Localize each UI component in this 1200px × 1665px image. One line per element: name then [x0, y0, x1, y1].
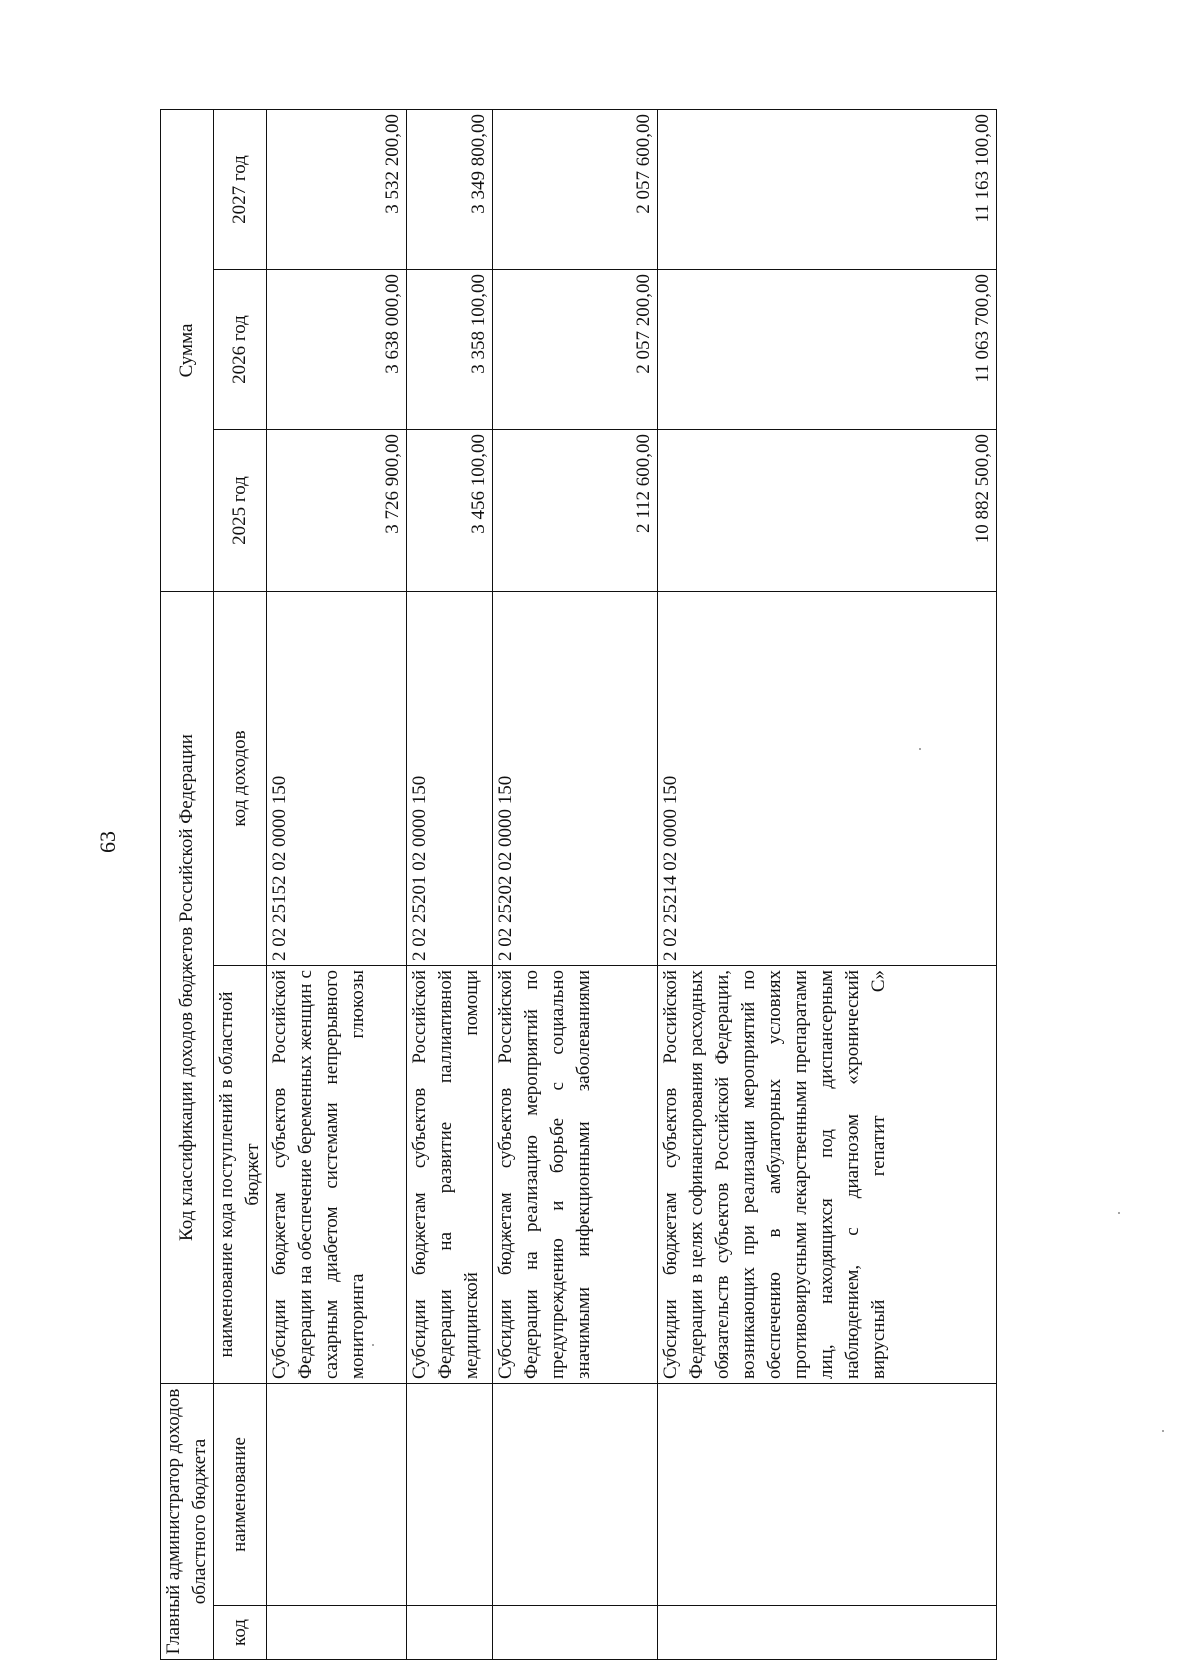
income-classification-table	[160, 109, 997, 1660]
admin-code-header: код	[214, 1606, 267, 1660]
amount-2026-cell: 2 057 200,00	[493, 270, 658, 430]
rotated-page-content	[160, 110, 993, 1660]
amount-2025-cell: 2 112 600,00	[493, 430, 658, 592]
admin-code-cell	[658, 1606, 997, 1660]
scan-speck	[1162, 1430, 1164, 1432]
scan-speck	[919, 748, 921, 750]
table-row	[267, 110, 407, 1660]
table-row	[658, 110, 997, 1660]
amount-2027-cell: 11 163 100,00	[658, 110, 997, 270]
income-code-cell: 2 02 25201 02 0000 150	[407, 592, 493, 966]
amount-2025-cell: 3 456 100,00	[407, 430, 493, 592]
amount-2027-cell: 3 532 200,00	[267, 110, 407, 270]
admin-code-cell	[493, 1606, 658, 1660]
year-2025-header: 2025 год	[214, 430, 267, 592]
amount-2026-cell: 11 063 700,00	[658, 270, 997, 430]
income-code-cell: 2 02 25202 02 0000 150	[493, 592, 658, 966]
admin-name-cell	[658, 1384, 997, 1606]
amount-2026-cell: 3 638 000,00	[267, 270, 407, 430]
income-code-header: код доходов	[214, 592, 267, 966]
income-description-cell: Субсидии бюджетам субъектов Российской Федерации на развитие паллиативной медицинской помощи	[407, 966, 493, 1384]
amount-2026-cell: 3 358 100,00	[407, 270, 493, 430]
income-description-cell: Субсидии бюджетам субъектов Российской Федерации в целях софинансирования расходных обязательств субъектов Российской Федерации, возникающих при реализации мероприятий по обеспечению в амбулаторных условиях противовирусными лекарственными препаратами лиц, находящихся под диспансерным наблюдением, с диагнозом «хронический вирусный гепатит С»	[658, 966, 997, 1384]
table-row	[407, 110, 493, 1660]
income-description-cell: Субсидии бюджетам субъектов Российской Федерации на реализацию мероприятий по предупреждению и борьбе с социально значимыми инфекционными заболеваниями	[493, 966, 658, 1384]
admin-name-header: наименование	[214, 1384, 267, 1606]
year-2027-header: 2027 год	[214, 110, 267, 270]
amount-2027-cell: 2 057 600,00	[493, 110, 658, 270]
income-code-cell: 2 02 25214 02 0000 150	[658, 592, 997, 966]
year-2026-header: 2026 год	[214, 270, 267, 430]
page-number: 63	[95, 831, 120, 853]
scan-speck	[372, 1344, 374, 1346]
income-description-cell: Субсидии бюджетам субъектов Российской Федерации на обеспечение беременных женщин с сахарным диабетом системами непрерывного мониторинга глюкозы	[267, 966, 407, 1384]
classification-group-header: Код классификации доходов бюджетов Российской Федерации	[161, 592, 214, 1384]
income-name-header: наименование кода поступлений в областной бюджет	[214, 966, 267, 1384]
amount-2027-cell: 3 349 800,00	[407, 110, 493, 270]
sum-group-header: Сумма	[161, 110, 214, 592]
admin-code-cell	[267, 1606, 407, 1660]
admin-name-cell	[407, 1384, 493, 1606]
admin-name-cell	[267, 1384, 407, 1606]
admin-group-header: Главный администратор доходов областного бюджета	[161, 1384, 214, 1660]
scan-speck	[1118, 1212, 1120, 1214]
amount-2025-cell: 10 882 500,00	[658, 430, 997, 592]
income-code-cell: 2 02 25152 02 0000 150	[267, 592, 407, 966]
admin-name-cell	[493, 1384, 658, 1606]
table-row	[493, 110, 658, 1660]
amount-2025-cell: 3 726 900,00	[267, 430, 407, 592]
admin-code-cell	[407, 1606, 493, 1660]
